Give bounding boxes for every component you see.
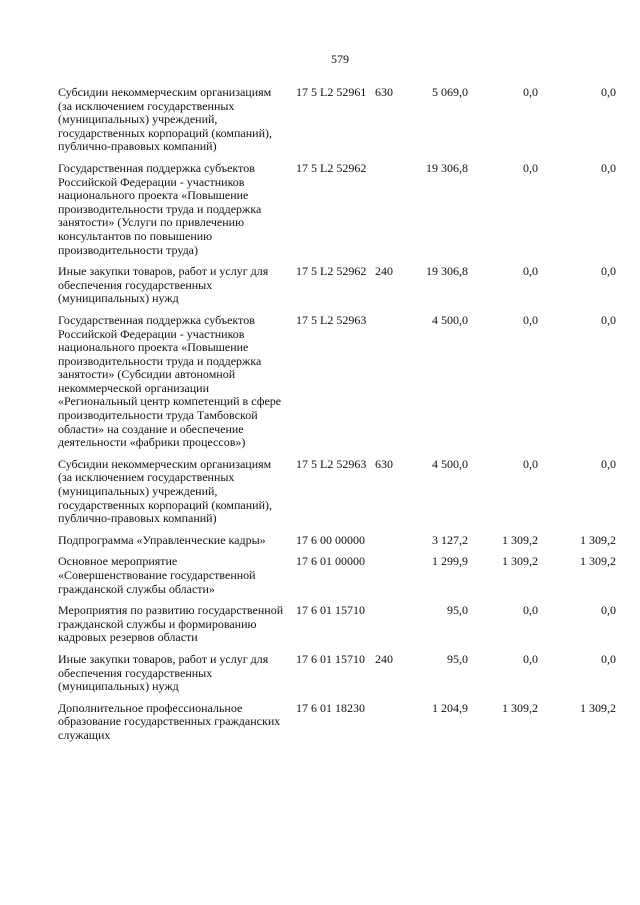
target-article-code: 17 6 01 15710: [296, 603, 365, 618]
target-article-code: 17 5 L2 52963: [296, 456, 367, 471]
expense-type-code: 630: [375, 456, 393, 471]
target-article-code: 17 6 01 15710: [296, 651, 365, 666]
table-row: [58, 534, 618, 548]
amount-year-1: 4 500,0: [432, 456, 468, 471]
amount-year-2: 0,0: [523, 603, 538, 618]
target-article-code: 17 5 L2 52962: [296, 160, 367, 175]
amount-year-2: 0,0: [523, 312, 538, 327]
amount-year-3: 0,0: [601, 651, 616, 666]
amount-year-2: 0,0: [523, 160, 538, 175]
amount-year-1: 95,0: [447, 603, 468, 618]
page-number: 579: [331, 52, 349, 66]
table-row: [58, 86, 618, 154]
row-name: Мероприятия по развитию государственной гражданской службы и формированию кадровых резервов области: [58, 603, 284, 645]
amount-year-1: 5 069,0: [432, 85, 468, 99]
expense-type-code: 240: [375, 264, 393, 279]
target-article-code: 17 5 L2 52961: [296, 85, 367, 99]
amount-year-3: 0,0: [601, 264, 616, 279]
amount-year-1: 1 204,9: [432, 700, 468, 715]
target-article-code: 17 6 01 00000: [296, 554, 365, 569]
amount-year-3: 1 309,2: [580, 554, 616, 569]
table-row: [58, 162, 618, 257]
amount-year-2: 0,0: [523, 651, 538, 666]
amount-year-1: 95,0: [447, 651, 468, 666]
target-article-code: 17 5 L2 52963: [296, 312, 367, 327]
amount-year-3: 0,0: [601, 603, 616, 618]
table-row: [58, 555, 618, 596]
amount-year-1: 19 306,8: [426, 160, 468, 175]
row-name: Государственная поддержка субъектов Российской Федерации - участников национального проекта «Повышение производительности труда и поддержка занятости» (Субсидии автономной некоммерческой организации «Региональный центр компетенций в сфере производительности труда Тамбовской области» на создание и обеспечение деятельности «фабрики процессов»): [58, 312, 282, 450]
amount-year-2: 1 309,2: [502, 532, 538, 547]
budget-table: [58, 86, 618, 751]
amount-year-3: 0,0: [601, 160, 616, 175]
table-row: [58, 604, 618, 645]
table-row: [58, 314, 618, 450]
table-row: [58, 653, 618, 694]
amount-year-1: 1 299,9: [432, 554, 468, 569]
amount-year-2: 0,0: [523, 264, 538, 279]
amount-year-1: 4 500,0: [432, 312, 468, 327]
row-name: Иные закупки товаров, работ и услуг для обеспечения государственных (муниципальных) нужд: [58, 264, 269, 306]
expense-type-code: 240: [375, 651, 393, 666]
amount-year-2: 0,0: [523, 456, 538, 471]
table-row: [58, 458, 618, 526]
amount-year-2: 0,0: [523, 85, 538, 99]
amount-year-3: 0,0: [601, 85, 616, 99]
amount-year-1: 3 127,2: [432, 532, 468, 547]
row-name: Подпрограмма «Управленческие кадры»: [58, 532, 266, 547]
row-name: Дополнительное профессиональное образование государственных гражданских служащих: [58, 700, 281, 742]
amount-year-3: 1 309,2: [580, 700, 616, 715]
table-row: [58, 702, 618, 743]
amount-year-2: 1 309,2: [502, 554, 538, 569]
amount-year-3: 0,0: [601, 456, 616, 471]
row-name: Субсидии некоммерческим организациям (за исключением государственных (муниципальных) учреждений, государственных корпораций (компаний), публично-правовых компаний): [58, 85, 272, 154]
amount-year-3: 0,0: [601, 312, 616, 327]
amount-year-1: 19 306,8: [426, 264, 468, 279]
target-article-code: 17 6 01 18230: [296, 700, 365, 715]
expense-type-code: 630: [375, 85, 393, 99]
row-name: Субсидии некоммерческим организациям (за исключением государственных (муниципальных) учреждений, государственных корпораций (компаний), публично-правовых компаний): [58, 456, 272, 526]
target-article-code: 17 5 L2 52962: [296, 264, 367, 279]
row-name: Иные закупки товаров, работ и услуг для обеспечения государственных (муниципальных) нужд: [58, 651, 269, 694]
row-name: Государственная поддержка субъектов Российской Федерации - участников национального проекта «Повышение производительности труда и поддержка занятости» (Услуги по привлечению консультантов по повышению производительности труда): [58, 160, 262, 257]
amount-year-3: 1 309,2: [580, 532, 616, 547]
target-article-code: 17 6 00 00000: [296, 532, 365, 547]
row-name: Основное мероприятие «Совершенствование государственной гражданской службы области»: [58, 554, 256, 596]
table-row: [58, 265, 618, 306]
amount-year-2: 1 309,2: [502, 700, 538, 715]
